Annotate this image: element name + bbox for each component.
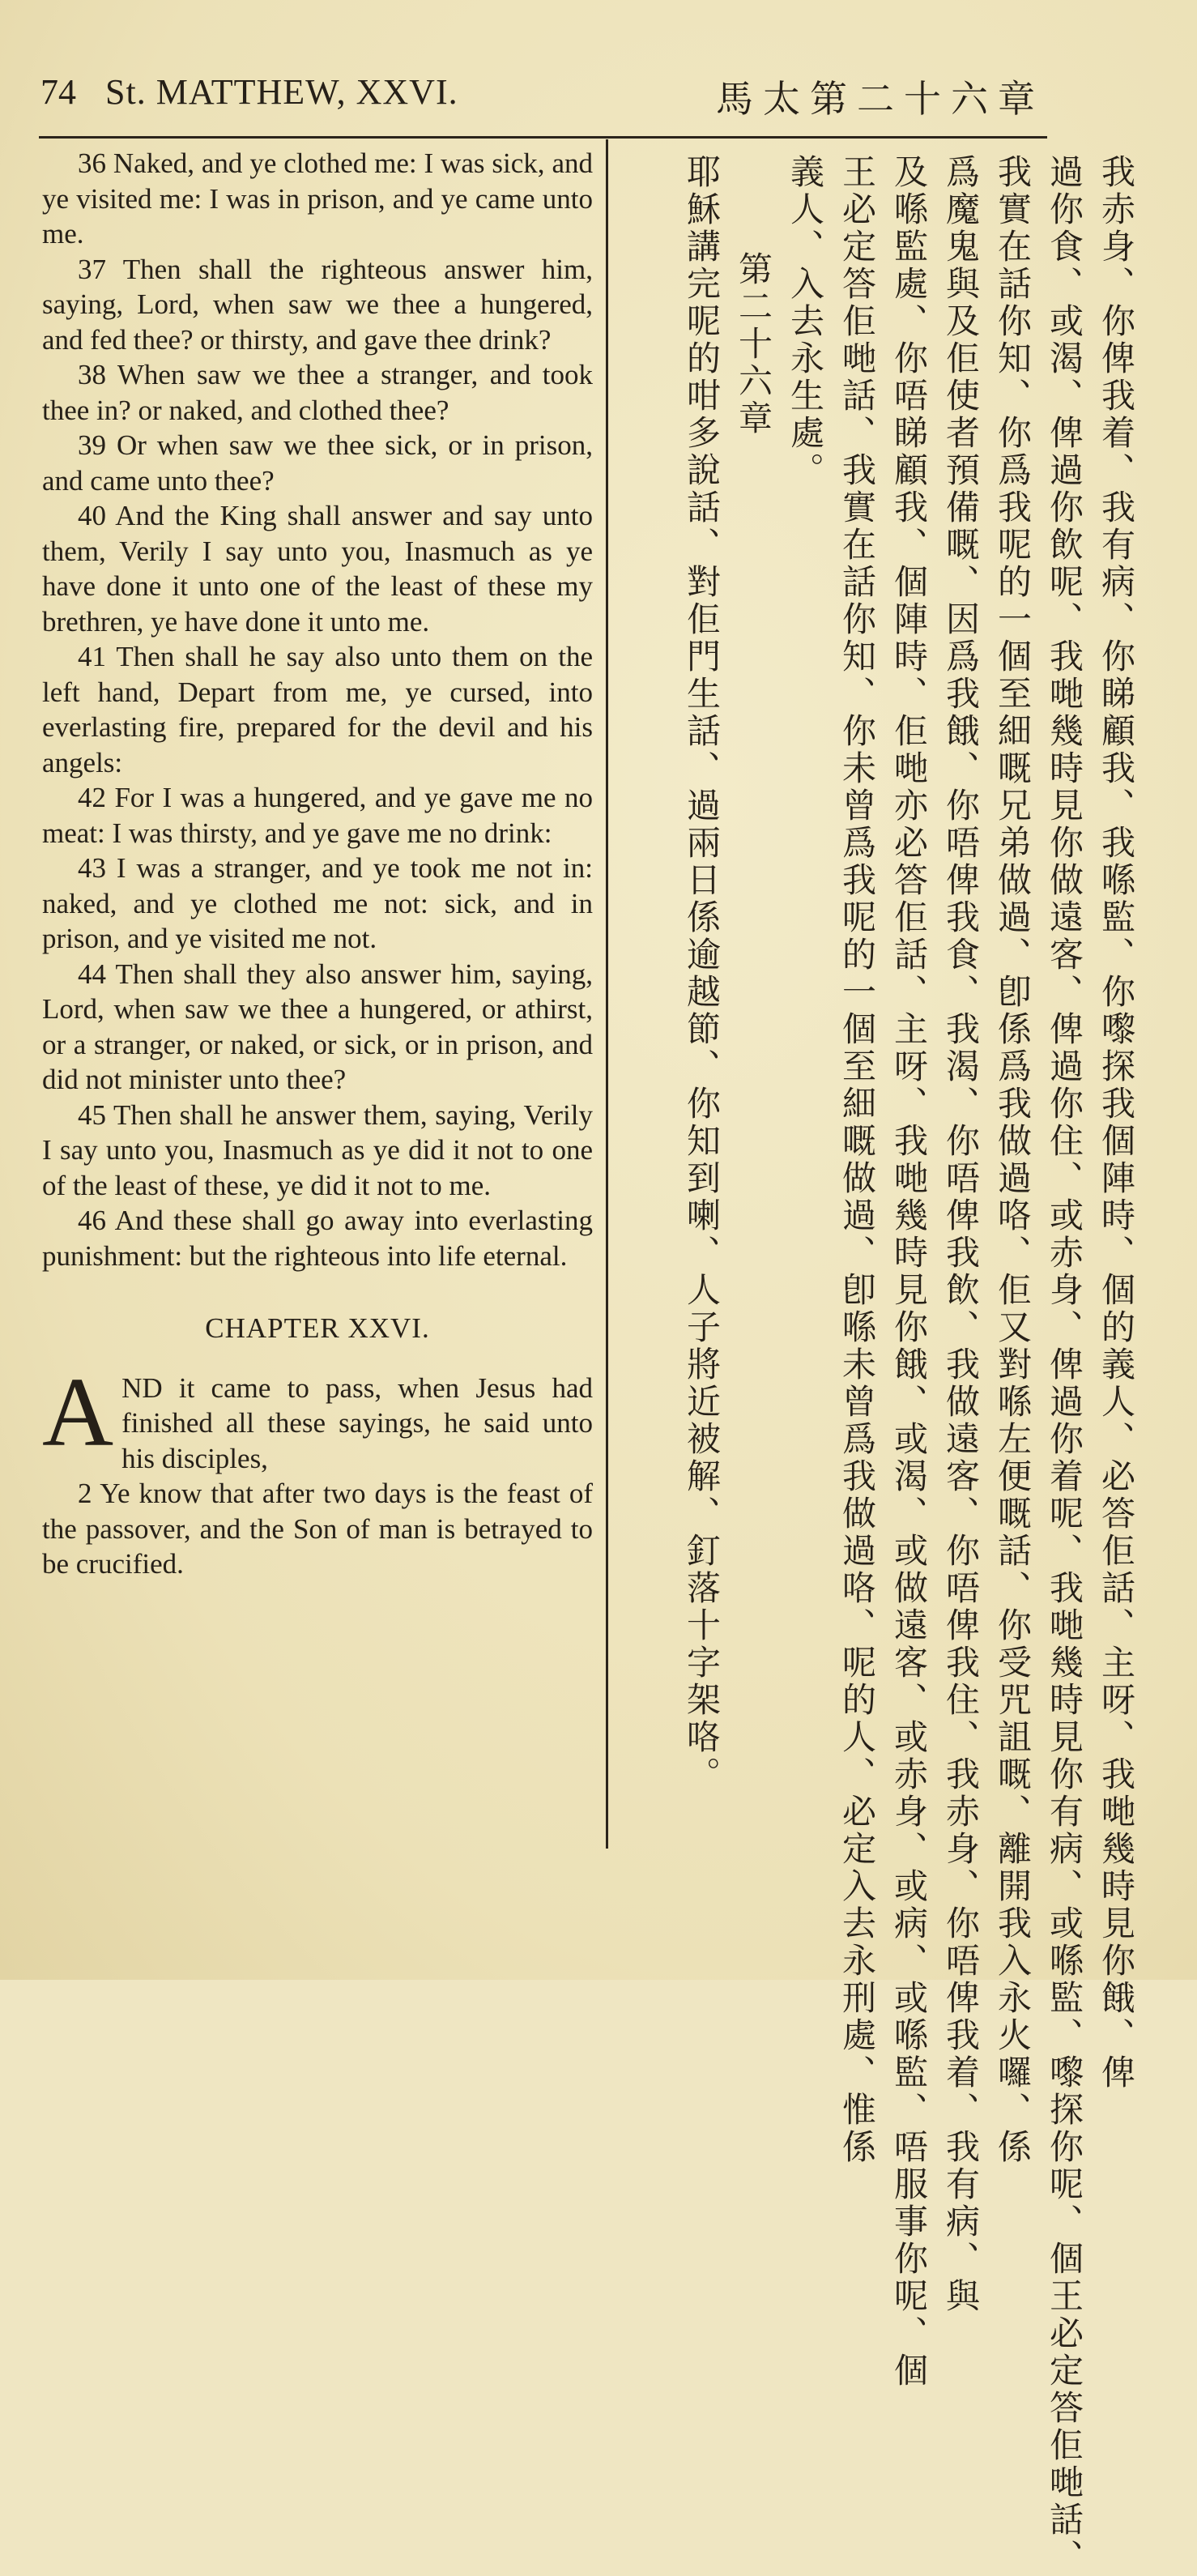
verse-2: 2 Ye know that after two days is the feast of the passover, and the Son of man is betrayed to be crucified. <box>42 1478 593 1580</box>
verse-43: 43 I was a stranger, and ye took me not in: naked, and ye clothed me not: sick, and in prison, and ye visited me not. <box>42 852 593 954</box>
verse-42: 42 For I was a hungered, and ye gave me no meat: I was thirsty, and ye gave me no drink: <box>42 782 593 849</box>
chinese-column <box>624 154 1142 2576</box>
running-title: St. MATTHEW, XXVI. <box>105 72 458 112</box>
chapter-heading: CHAPTER XXVI. <box>205 1312 430 1344</box>
chinese-running-title: 馬太第二十六章 <box>716 77 1045 121</box>
verse-46: 46 And these shall go away into everlasting punishment: but the righteous into life eternal. <box>42 1205 593 1272</box>
header-rule <box>39 136 1047 139</box>
verse-40: 40 And the King shall answer and say unto them, Verily I say unto you, Inasmuch as ye have done it unto one of the least of these my brethren, ye have done it unto me. <box>42 500 593 638</box>
chinese-line: 爲魔鬼與及佢使者預備嘅、因爲我餓、你唔俾我食、我渴、你唔俾我飲、我做遠客、你唔俾我住、我赤身、你唔俾我着、我有病、與 <box>941 154 981 2315</box>
chinese-line: 及喺監處、你唔睇顧我、個陣時、佢哋亦必答佢話、主呀、我哋幾時見你餓、或渴、或做遠客、或赤身、或病、或喺監、唔服事你呢、個 <box>889 154 929 2390</box>
chinese-line: 義人、入去永生處。 <box>786 154 825 489</box>
chinese-line: 王必定答佢哋話、我實在話你知、你未曾爲我呢的一個至細嘅做過、卽喺未曾爲我做過咯、呢的人、必定入去永刑處、惟係 <box>837 154 877 2166</box>
chinese-line: 我赤身、你俾我着、我有病、你睇顧我、我喺監、你嚟探我個陣時、個的義人、必答佢話、主呀、我哋幾時見你餓、俾 <box>1097 154 1136 2092</box>
page-header <box>40 63 1045 128</box>
verse-39: 39 Or when saw we thee sick, or in prison, and came unto thee? <box>42 429 593 497</box>
verse-1-text: ND it came to pass, when Jesus had finished all these sayings, he said unto his disciples, <box>121 1371 593 1474</box>
column-divider <box>606 139 608 1849</box>
drop-cap: A <box>42 1357 114 1467</box>
english-column <box>42 146 593 1582</box>
verse-41: 41 Then shall he say also unto them on the left hand, Depart from me, ye cursed, into everlasting fire, prepared for the devil and his angels: <box>42 641 593 778</box>
chinese-line: 過你食、或渴、俾過你飲呢、我哋幾時見你做遠客、俾過你住、或赤身、俾過你着呢、我哋幾時見你有病、或喺監、嚟探你呢、個王必定答佢哋話、 <box>1045 154 1084 2576</box>
verse-1 <box>42 1357 593 1477</box>
chinese-line: 我實在話你知、你爲我呢的一個至細嘅兄弟做過、卽係爲我做過咯、佢又對喺左便嘅話、你受咒詛嘅、離開我入永火囉、係 <box>993 154 1033 2166</box>
verse-37: 37 Then shall the righteous answer him, saying, Lord, when saw we thee a hungered, and fed thee? or thirsty, and gave thee drink? <box>42 253 593 356</box>
verse-45: 45 Then shall he answer them, saying, Verily I say unto you, Inasmuch as ye did it not to one of the least of these, ye did it not to me. <box>42 1098 593 1201</box>
verse-44: 44 Then shall they also answer him, saying, Lord, when saw we thee a hungered, or athirst, or a stranger, or naked, or sick, or in prison, and did not minister unto thee? <box>42 957 593 1095</box>
verse-36: 36 Naked, and ye clothed me: I was sick, and ye visited me: I was in prison, and ye came unto me. <box>42 147 593 249</box>
chinese-chapter-heading: 第二十六章 <box>734 251 773 437</box>
verse-38: 38 When saw we thee a stranger, and took thee in? or naked, and clothed thee? <box>42 359 593 426</box>
page-number: 74 <box>40 72 76 112</box>
chinese-line: 耶穌講完呢的咁多說話、對佢門生話、過兩日係逾越節、你知到喇、人子將近被解、釘落十字架咯。 <box>682 154 722 1793</box>
